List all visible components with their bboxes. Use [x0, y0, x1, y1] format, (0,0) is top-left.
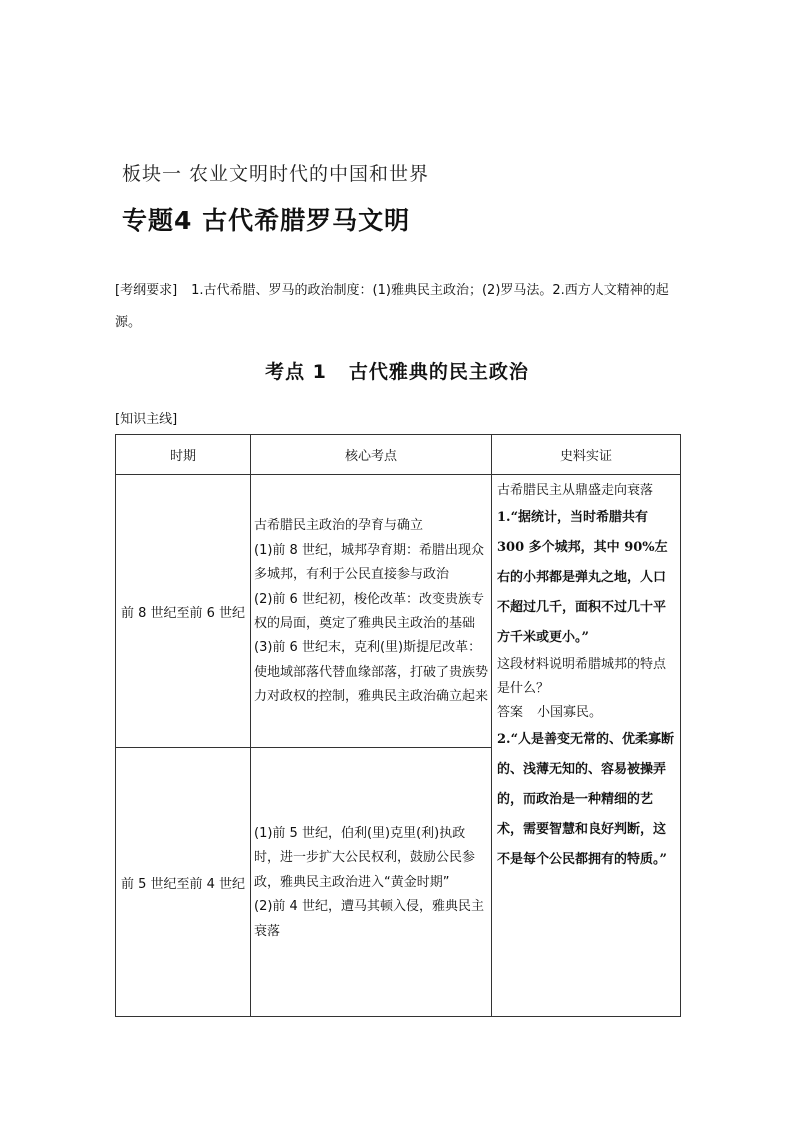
- core-point: (1)前 8 世纪，城邦孕育期：希腊出现众多城邦，有利于公民直接参与政治: [254, 542, 484, 583]
- table-row: [116, 475, 681, 748]
- evidence-question: 这段材料说明希腊城邦的特点是什么？: [497, 657, 667, 696]
- evidence-quote-2: 2.“人是善变无常的、优柔寡断的、浅薄无知的、容易被操弄的，而政治是一种精细的艺术，需要智慧和良好判断，这不是每个公民都拥有的特质。”: [497, 732, 675, 867]
- block-title: 板块一 农业文明时代的中国和世界: [122, 163, 430, 185]
- knowledge-table: [115, 434, 681, 1017]
- evidence-cell: [492, 475, 681, 1017]
- period-cell: 前 8 世纪至前 6 世纪: [116, 475, 251, 748]
- table-header-row: [116, 435, 681, 475]
- exam-outline-text: 1.古代希腊、罗马的政治制度：(1)雅典民主政治；(2)罗马法。2.西方人文精神的起源。: [115, 283, 669, 330]
- core-point: (2)前 4 世纪，遭马其顿入侵，雅典民主衰落: [254, 899, 484, 939]
- kaodian-heading: [0, 357, 794, 384]
- core-point: 古希腊民主政治的孕育与确立: [254, 518, 424, 534]
- answer-text: 小国寡民。: [537, 705, 603, 720]
- header-core: 核心考点: [251, 435, 492, 475]
- evidence-answer: [497, 701, 677, 725]
- header-evidence: 史料实证: [492, 435, 681, 475]
- header-period: 时期: [116, 435, 251, 475]
- topic-title: 专题4 古代希腊罗马文明: [122, 206, 411, 235]
- evidence-heading: 古希腊民主从鼎盛走向衰落: [497, 483, 654, 498]
- kaodian-label: 考点 1: [265, 361, 327, 383]
- core-point: (2)前 6 世纪初，梭伦改革：改变贵族专权的局面，奠定了雅典民主政治的基础: [254, 591, 484, 631]
- exam-outline-tag: [考纲要求]: [115, 283, 178, 298]
- core-point: (1)前 5 世纪，伯利(里)克里(利)执政时，进一步扩大公民权利，鼓励公民参政，雅典民主政治进入“黄金时期”: [254, 825, 476, 890]
- core-cell: [251, 748, 492, 1017]
- period-cell: 前 5 世纪至前 4 世纪: [116, 748, 251, 1017]
- evidence-quote-1: 1.“据统计，当时希腊共有 300 多个城邦，其中 90%左右的小邦都是弹丸之地，人口不超过几千，面积不过几十平方千米或更小。”: [497, 510, 668, 645]
- core-point: (3)前 6 世纪末，克利(里)斯提尼改革：使地域部落代替血缘部落，打破了贵族势力对政权的控制，雅典民主政治确立起来: [254, 640, 489, 705]
- kaodian-title: 古代雅典的民主政治: [348, 361, 529, 383]
- knowledge-mainline-label: [知识主线]: [115, 412, 178, 427]
- answer-label: 答案: [497, 705, 524, 720]
- core-cell: [251, 475, 492, 748]
- exam-outline: [115, 275, 685, 339]
